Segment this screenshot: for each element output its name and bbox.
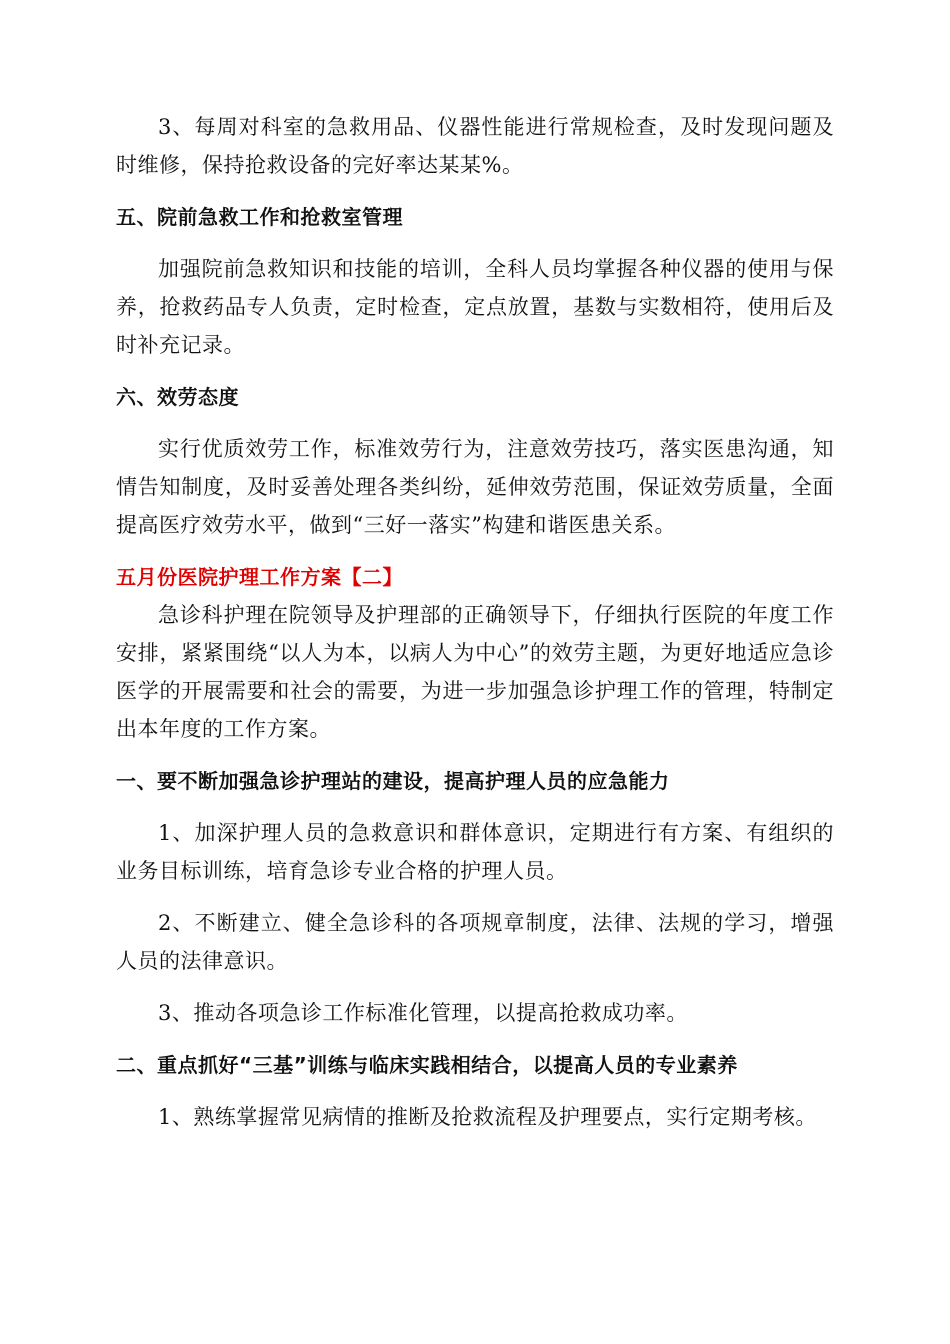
paragraph-regulations: 2、不断建立、健全急诊科的各项规章制度，法律、法规的学习，增强人员的法律意识。 xyxy=(116,911,834,973)
paragraph-intro: 急诊科护理在院领导及护理部的正确领导下，仔细执行医院的年度工作安排，紧紧围绕“以人为本，以病人为中心”的效劳主题，为更好地适应急诊医学的开展需要和社会的需要，为进一步加强急诊护理工作的管理，特制定出本年度的工作方案。 xyxy=(116,603,834,741)
heading-service-attitude: 六、效劳态度 xyxy=(116,385,239,409)
paragraph-standardization: 3、推动各项急诊工作标准化管理，以提高抢救成功率。 xyxy=(158,1001,688,1025)
paragraph-service-attitude: 实行优质效劳工作，标准效劳行为，注意效劳技巧，落实医患沟通，知情告知制度，及时妥善处理各类纠纷，延伸效劳范围，保证效劳质量，全面提高医疗效劳水平，做到“三好一落实”构建和谐医患关系。 xyxy=(116,437,834,537)
document-page xyxy=(116,108,834,1136)
paragraph-prehospital: 加强院前急救知识和技能的培训，全科人员均掌握各种仪器的使用与保养，抢救药品专人负责，定时检查，定点放置，基数与实数相符，使用后及时补充记录。 xyxy=(116,257,834,357)
paragraph-equipment-check: 3、每周对科室的急救用品、仪器性能进行常规检查，及时发现问题及时维修，保持抢救设备的完好率达某某%。 xyxy=(116,115,834,177)
heading-three-basics: 二、重点抓好“三基”训练与临床实践相结合，以提高人员的专业素养 xyxy=(116,1053,738,1077)
section-title: 五月份医院护理工作方案【二】 xyxy=(116,565,403,589)
heading-emergency-station: 一、要不断加强急诊护理站的建设，提高护理人员的应急能力 xyxy=(116,769,670,793)
paragraph-awareness: 1、加深护理人员的急救意识和群体意识，定期进行有方案、有组织的业务目标训练，培育急诊专业合格的护理人员。 xyxy=(116,821,834,883)
paragraph-assessment: 1、熟练掌握常见病情的推断及抢救流程及护理要点，实行定期考核。 xyxy=(158,1105,817,1129)
heading-prehospital: 五、院前急救工作和抢救室管理 xyxy=(116,205,403,229)
